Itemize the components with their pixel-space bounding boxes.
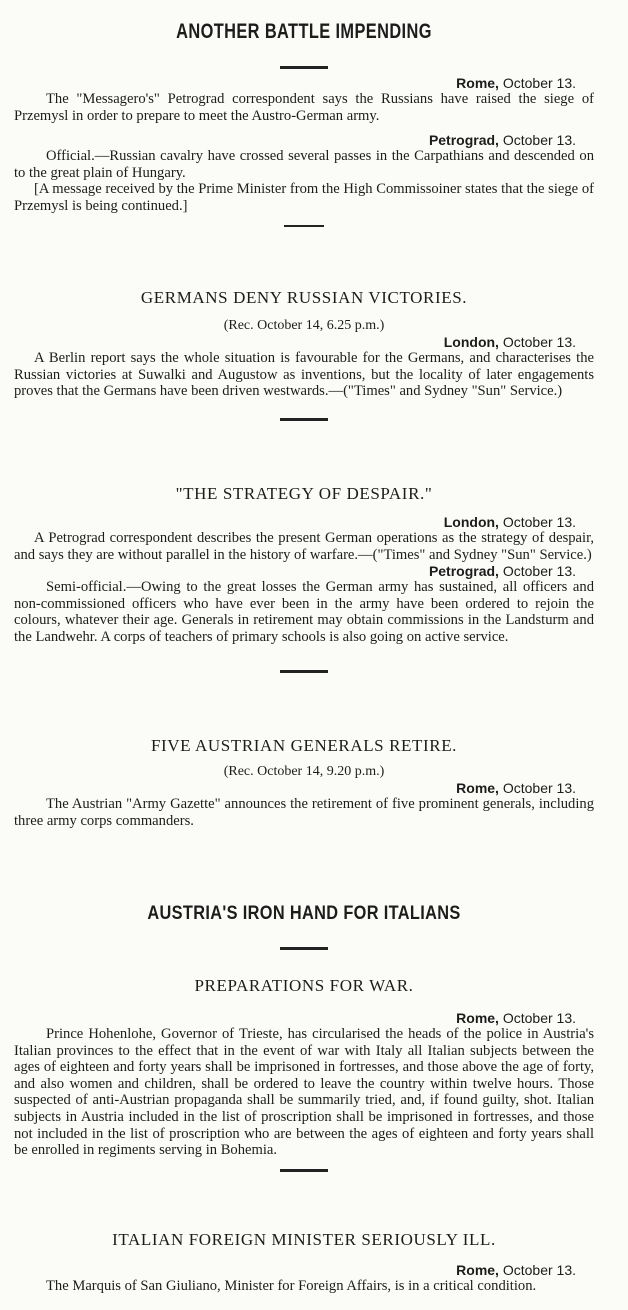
paragraph: The Marquis of San Giuliano, Minister for Foreign Affairs, is in a critical condition. [46,1278,537,1294]
paragraph: [A message received by the Prime Minister from the High Commissoiner states that the siege of Przemysl is being continued.] [14,181,594,214]
divider [280,670,328,673]
dateline: Petrograd, October 13. [428,132,576,149]
dateline: London, October 13. [443,514,576,530]
dateline: Petrograd, October 13. [428,563,576,580]
received-time: (Rec. October 14, 9.20 p.m.) [223,764,385,779]
dateline: Rome, October 13. [456,780,576,796]
headline: GERMANS DENY RUSSIAN VICTORIES. [140,288,468,307]
headline: "THE STRATEGY OF DESPAIR." [175,484,433,503]
paragraph: Official.—Russian cavalry have crossed several passes in the Carpathians and descended on to the great plain of Hungary. [14,148,594,181]
dateline: Rome, October 13. [456,1010,576,1026]
article-foreign-minister [14,1230,594,1295]
paragraph: The Austrian "Army Gazette" announces the retirement of five prominent generals, including three army corps commanders. [14,796,594,829]
divider [280,1169,328,1172]
dateline: Rome, October 13. [456,75,576,91]
paragraph: Semi-official.—Owing to the great losses the German army has sustained, all officers and non-commissioned officers who have ever been in the army have been ordered to rejoin the colours, whatever their age. Generals in retirement may obtain commissions in the Landsturm and the Landwehr. A corps of teachers of primary schools is also going on active service. [14,579,594,645]
paragraph: A Petrograd correspondent describes the present German operations as the strategy of despair, and says they are without parallel in the history of warfare.—("Times" and Sydney "Sun" Service.) [14,530,594,563]
received-time: (Rec. October 14, 6.25 p.m.) [223,318,385,333]
subheadline: PREPARATIONS FOR WAR. [194,976,414,995]
article-germans-deny [14,288,594,421]
article-iron-hand [14,903,594,1172]
article-strategy-despair [14,484,594,673]
headline: ITALIAN FOREIGN MINISTER SERIOUSLY ILL. [112,1230,496,1249]
divider [280,66,328,69]
divider [280,418,328,421]
headline: ANOTHER BATTLE IMPENDING [176,20,432,43]
dateline: Rome, October 13. [456,1262,576,1278]
divider [284,225,324,227]
paragraph: Prince Hohenlohe, Governor of Trieste, has circularised the heads of the police in Austria's Italian provinces to the effect that in the event of war with Italy all Italian subjects between the ages of eighteen and forty years shall be imprisoned in fortresses, and those above the age of forty, and also women and children, shall be ordered to leave the country within twelve hours. Those suspected of anti-Austrian propaganda shall be summarily tried, and, if found guilty, shot. Italian subjects in Austria included in the list of proscription shall be imprisoned in fortresses, and those not included in the list of proscription who are between the ages of eighteen and forty years shall be enrolled in regiments serving in Bohemia. [14,1026,594,1159]
paragraph: The "Messagero's" Petrograd correspondent says the Russians have raised the siege of Przemysl in order to prepare to meet the Austro-German army. [14,91,594,124]
paragraph: A Berlin report says the whole situation is favourable for the Germans, and characterises the Russian victories at Suwalki and Augustow as inventions, but the locality of later engagements proves that the Germans have been driven westwards.—("Times" and Sydney "Sun" Service.) [14,350,594,400]
headline: AUSTRIA'S IRON HAND FOR ITALIANS [147,903,461,924]
article-another-battle [14,20,594,227]
divider [280,947,328,950]
dateline: London, October 13. [443,334,576,350]
headline: FIVE AUSTRIAN GENERALS RETIRE. [150,736,458,755]
article-austrian-generals [14,736,594,829]
